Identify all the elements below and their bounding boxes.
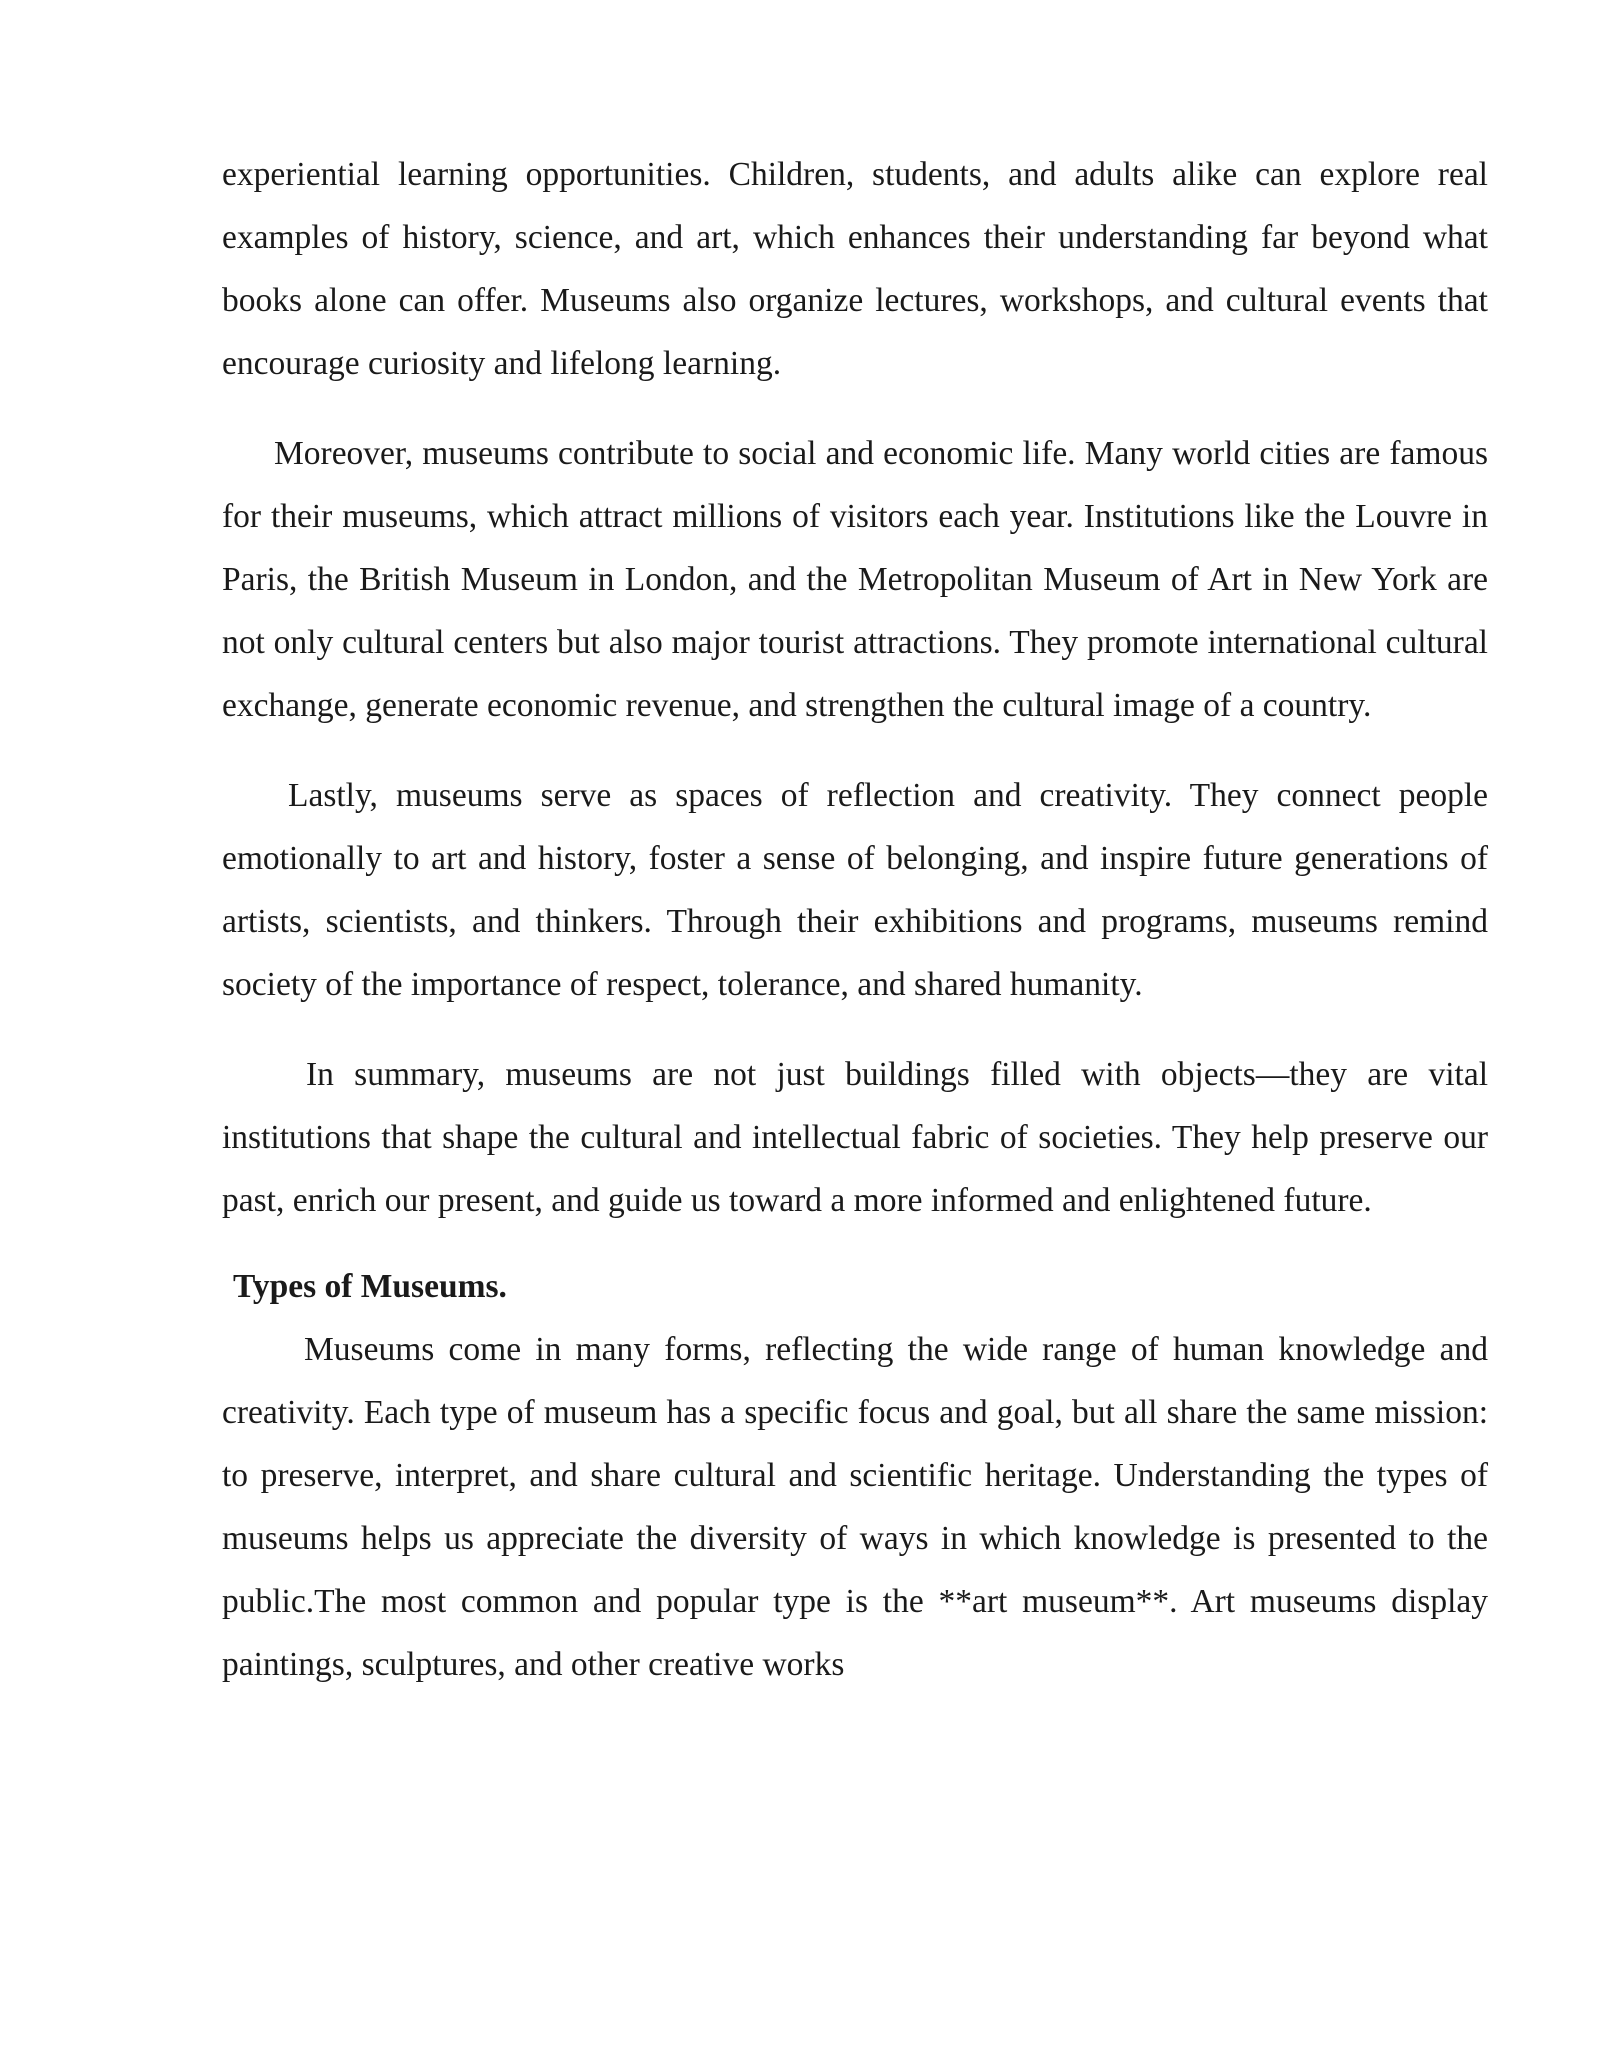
paragraph-social-economic: Moreover, museums contribute to social and economic life. Many world cities are famous for their museums, which attract millions of visitors each year. Institutions like the Louvre in Paris, the British Museum in London, and the Metropolitan Museum of Art in New York are not only cultural centers but also major tourist attractions. They promote international cultural exchange, generate economic revenue, and strengthen the cultural image of a country. — [222, 435, 1488, 724]
paragraph-learning-continued: experiential learning opportunities. Children, students, and adults alike can explore real examples of history, science, and art, which enhances their understanding far beyond what books alone can offer. Museums also organize lectures, workshops, and cultural events that encourage curiosity and lifelong learning. — [222, 156, 1488, 382]
paragraph-reflection-creativity: Lastly, museums serve as spaces of reflection and creativity. They connect people emotionally to art and history, foster a sense of belonging, and inspire future generations of artists, scientists, and thinkers. Through their exhibitions and programs, museums remind society of the importance of respect, tolerance, and shared humanity. — [222, 777, 1488, 1003]
paragraph-types-intro: Museums come in many forms, reflecting the wide range of human knowledge and creativity. Each type of museum has a specific focus and goal, but all share the same mission: to preserve, interpret, and share cultural and scientific heritage. Understanding the types of museums helps us appreciate the diversity of ways in which knowledge is presented to the public.The most common and popular type is the **art museum**. Art museums display paintings, sculptures, and other creative works — [222, 1331, 1488, 1683]
document-body — [222, 143, 1488, 1696]
section-heading: Types of Museums. — [233, 1268, 507, 1305]
paragraph-summary: In summary, museums are not just buildings filled with objects—they are vital institutions that shape the cultural and intellectual fabric of societies. They help preserve our past, enrich our present, and guide us toward a more informed and enlightened future. — [222, 1056, 1488, 1219]
